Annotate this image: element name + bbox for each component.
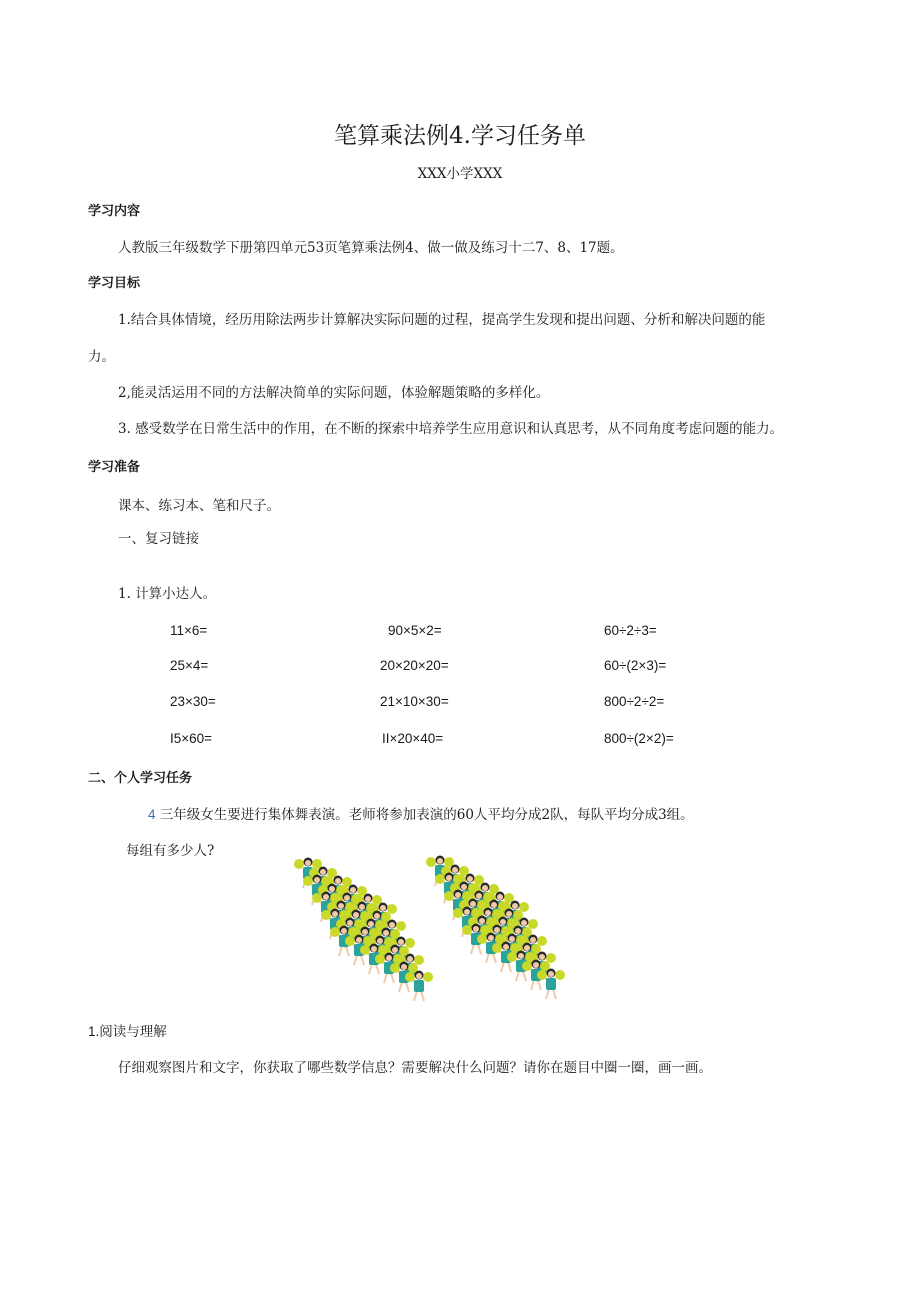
calc-cell: I5×60= bbox=[170, 731, 213, 746]
calc-cell: 60÷(2×3)= bbox=[604, 658, 667, 673]
review-heading: 一、复习链接 bbox=[118, 531, 199, 547]
prep-text: 课本、练习本、笔和尺子。 bbox=[118, 498, 280, 514]
example-line bbox=[148, 803, 694, 823]
dancers-illustration bbox=[290, 852, 590, 1002]
calc-cell: 60÷2÷3= bbox=[604, 623, 657, 638]
calc-cell: 11×6= bbox=[170, 623, 208, 638]
page-subtitle: XXX小学XXX bbox=[417, 166, 503, 182]
dancer-figure bbox=[405, 971, 433, 1002]
content-heading: 学习内容 bbox=[88, 204, 141, 219]
calc-cell: 90×5×2= bbox=[388, 623, 442, 638]
goals-heading: 学习目标 bbox=[88, 276, 141, 291]
goal-3: 3. 感受数学在日常生活中的作用，在不断的探索中培养学生应用意识和认真思考，从不同角度考虑问题的能力。 bbox=[118, 421, 784, 437]
goal-2: 2,能灵活运用不同的方法解决简单的实际问题，体验解题策略的多样化。 bbox=[118, 385, 550, 401]
calc-cell: 21×10×30= bbox=[380, 694, 449, 709]
calc-title: 1. 计算小达人。 bbox=[118, 586, 217, 602]
content-text: 人教版三年级数学下册第四单元53页笔算乘法例4、做一做及练习十二7、8、17题。 bbox=[118, 240, 624, 256]
calc-cell: 20×20×20= bbox=[380, 658, 449, 673]
calc-cell: II×20×40= bbox=[382, 731, 444, 746]
calc-cell: 800÷(2×2)= bbox=[604, 731, 674, 746]
goal-1-line-2: 力。 bbox=[88, 349, 115, 365]
prep-heading: 学习准备 bbox=[88, 460, 141, 475]
question-text: 每组有多少人? bbox=[126, 843, 215, 859]
goal-1-line-1: 1.结合具体情境，经历用除法两步计算解决实际问题的过程，提高学生发现和提出问题、分析和解决问题的能 bbox=[118, 312, 766, 328]
task-heading: 二、个人学习任务 bbox=[88, 771, 193, 786]
page-title: 笔算乘法例4.学习任务单 bbox=[334, 123, 586, 149]
read-text: 仔细观察图片和文字，你获取了哪些数学信息？需要解决什么问题？请你在题目中圈一圈，画一画。 bbox=[118, 1060, 712, 1076]
example-number: 4 bbox=[148, 807, 156, 822]
calc-cell: 25×4= bbox=[170, 658, 209, 673]
read-heading: 1.阅读与理解 bbox=[88, 1024, 167, 1039]
calc-cell: 800÷2÷2= bbox=[604, 694, 665, 709]
calc-cell: 23×30= bbox=[170, 694, 216, 709]
dancer-figure bbox=[537, 969, 565, 1000]
example-text: 三年级女生要进行集体舞表演。老师将参加表演的60人平均分成2队，每队平均分成3组。 bbox=[159, 807, 694, 823]
